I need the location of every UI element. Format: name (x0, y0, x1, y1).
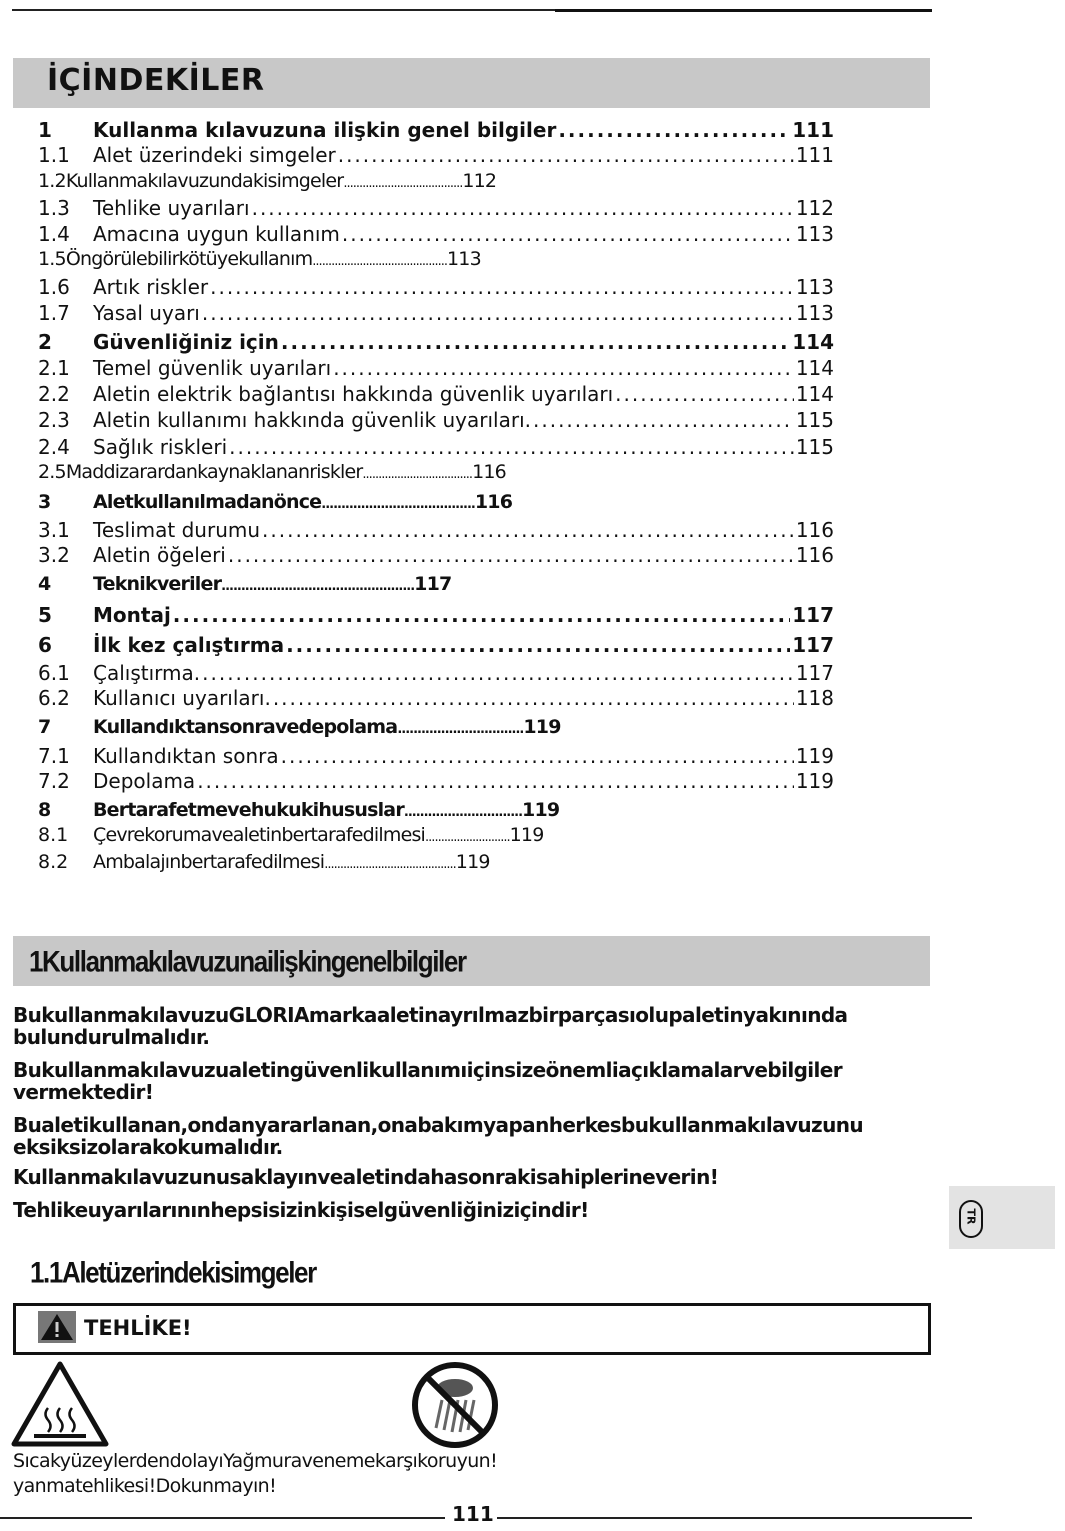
toc-title: İÇİNDEKİLER (47, 63, 265, 98)
toc-entry[interactable] (38, 222, 834, 246)
toc-entry-leader (262, 518, 794, 542)
toc-entry-page: 115 (795, 408, 834, 432)
toc-entry-label: Çalıştırma. (93, 661, 201, 685)
toc-entry-page: 118 (795, 686, 834, 710)
toc-entry-label: Aletin kullanımı hakkında güvenlik uyarıları. (93, 408, 531, 432)
toc-entry[interactable] (38, 301, 834, 325)
paragraph: Kullanmakılavuzunusaklayınvealetindahasonrakisahiplerineverin! (13, 1165, 719, 1189)
toc-entry-number: 2.3 (38, 408, 70, 432)
toc-entry-page: 113 (795, 301, 834, 325)
toc-entry-leader: ........................................... (312, 254, 447, 269)
toc-entry-label: Kullandıktansonravedepolama (93, 716, 398, 738)
toc-entry-number: 1.1 (38, 143, 70, 167)
toc-entry-leader (333, 356, 794, 380)
toc-entry-number: 1.4 (38, 222, 70, 246)
toc-entry-label: Kullandıktan sonra (93, 744, 279, 768)
toc-entry-page: 117 (792, 603, 834, 627)
toc-entry-label: 2.5Maddizarardankaynaklananriskler (38, 461, 363, 483)
toc-entry-number: 2.4 (38, 435, 70, 459)
toc-entry-label: Teknikveriler (93, 573, 222, 595)
toc-entry-label: Bertarafetmevehukukihususlar (93, 799, 404, 821)
toc-entry-leader (533, 408, 794, 432)
toc-entry-leader (202, 661, 794, 685)
toc-entry-label: Amacına uygun kullanım (93, 222, 340, 246)
toc-entry-page: 119 (522, 799, 560, 821)
toc-entry-page: 117 (795, 661, 834, 685)
toc-entry-number: 8 (38, 799, 52, 821)
toc-entry-leader (615, 382, 794, 406)
toc-entry-page: 117 (414, 573, 452, 595)
toc-entry-page: 114 (795, 356, 834, 380)
toc-entry-leader (281, 744, 794, 768)
toc-entry-label: Artık riskler (93, 275, 209, 299)
paragraph: Bukullanmakılavuzualetingüvenlikullanımıiçinsizeönemliaçıklamalarvebilgiler vermektedir! (13, 1058, 843, 1104)
toc-entry-leader (558, 118, 790, 142)
toc-entry-page: 116 (472, 461, 506, 483)
toc-entry-page: 114 (795, 382, 834, 406)
toc-entry-number: 4 (38, 573, 52, 595)
section-1-title: 1Kullanmakılavuzunailişkingenelbilgiler (29, 944, 466, 979)
toc-entry[interactable] (38, 356, 834, 380)
toc-entry[interactable] (38, 143, 834, 167)
toc-entry-page: 111 (792, 118, 834, 142)
toc-entry-leader: ................................... (362, 467, 473, 482)
toc-entry-leader: ................................................. (221, 579, 415, 594)
toc-entry-leader: .............................. (403, 805, 523, 820)
toc-entry-label: Aletin elektrik bağlantısı hakkında güvenlik uyarıları (93, 382, 614, 406)
toc-entry-page: 116 (474, 491, 513, 513)
toc-entry-number: 6.2 (38, 686, 70, 710)
toc-header-bar (13, 58, 930, 108)
toc-entry-number: 7.1 (38, 744, 70, 768)
toc-entry[interactable] (38, 851, 490, 873)
toc-entry-number: 2.2 (38, 382, 70, 406)
toc-entry-page: 115 (795, 435, 834, 459)
toc-entry[interactable] (38, 661, 834, 685)
toc-entry-leader (273, 686, 794, 710)
toc-entry-page: 113 (447, 248, 481, 270)
section-1-header-bar (13, 936, 930, 986)
toc-entry-number: 3.2 (38, 543, 70, 567)
toc-entry-number: 1.6 (38, 275, 70, 299)
warning-triangle-icon (38, 1311, 76, 1343)
toc-entry[interactable] (38, 603, 834, 627)
toc-entry[interactable] (38, 461, 506, 483)
toc-entry-number: 3.1 (38, 518, 70, 542)
no-rain-icon (410, 1360, 500, 1450)
language-badge: TR (959, 1200, 983, 1238)
toc-entry-number: 8.1 (38, 824, 69, 846)
toc-entry-leader (202, 301, 794, 325)
toc-entry-label: Sağlık riskleri (93, 435, 228, 459)
toc-entry-label: 1.5Öngörülebilirkötüyekullanım (38, 248, 313, 270)
symbol-caption-line-1: SıcakyüzeylerdendolayıYağmuravenemekarşıkoruyun! (13, 1450, 498, 1472)
toc-entry-leader (229, 435, 794, 459)
toc-entry-page: 116 (795, 518, 834, 542)
toc-entry-number: 7.2 (38, 769, 70, 793)
toc-entry-leader: .......................................... (324, 857, 456, 872)
danger-label: TEHLİKE! (84, 1316, 192, 1340)
paragraph: Bualetikullanan,ondanyararlanan,onabakımyapanherkesbukullanmakılavuzunu eksiksizolarakokumalıdır. (13, 1113, 864, 1159)
toc-entry-leader: ........................... (425, 830, 510, 845)
toc-entry[interactable] (38, 248, 481, 270)
toc-entry[interactable] (38, 491, 512, 513)
toc-entry-leader: ....................................... (321, 497, 475, 512)
toc-entry-label: Güvenliğiniz için (93, 330, 279, 354)
toc-entry[interactable] (38, 118, 834, 142)
toc-entry[interactable] (38, 686, 834, 710)
toc-entry-leader: ................................ (397, 722, 524, 737)
toc-entry[interactable] (38, 633, 834, 657)
toc-entry-number: 2 (38, 330, 52, 354)
toc-entry[interactable] (38, 382, 834, 406)
toc-entry-label: Alet üzerindeki simgeler (93, 143, 336, 167)
toc-entry-page: 116 (795, 543, 834, 567)
toc-entry[interactable] (38, 330, 834, 354)
toc-entry-page: 119 (795, 769, 834, 793)
hot-surface-warning-icon (10, 1360, 110, 1448)
danger-box (13, 1303, 931, 1355)
toc-entry-leader (173, 603, 790, 627)
toc-entry-label: Temel güvenlik uyarıları (93, 356, 332, 380)
toc-entry-leader: ...................................... (343, 176, 463, 191)
toc-entry-label: Çevrekorumavealetinbertarafedilmesi (93, 824, 426, 846)
toc-entry-number: 1.7 (38, 301, 70, 325)
toc-entry-label: Montaj (93, 603, 171, 627)
toc-entry-label: İlk kez çalıştırma (93, 633, 285, 657)
toc-entry-page: 113 (795, 275, 834, 299)
toc-entry[interactable] (38, 744, 834, 768)
toc-entry-number: 3 (38, 491, 52, 513)
toc-entry-page: 113 (795, 222, 834, 246)
toc-entry-label: Aletin öğeleri (93, 543, 226, 567)
toc-entry-number: 8.2 (38, 851, 69, 873)
toc-entry-label: 1.2Kullanmakılavuzundakisimgeler (38, 170, 344, 192)
toc-entry-page: 117 (792, 633, 834, 657)
toc-entry[interactable] (38, 275, 834, 299)
toc-entry-page: 114 (792, 330, 834, 354)
top-rule-accent (555, 9, 932, 12)
symbol-caption-line-2: yanmatehlikesi!Dokunmayın! (13, 1475, 277, 1497)
toc-entry[interactable] (38, 573, 451, 595)
paragraph: BukullanmakılavuzuGLORIAmarkaaletinayrılmazbirparçasıolupaletinyakınında bulundurulmalıdır. (13, 1003, 848, 1049)
toc-entry-number: 7 (38, 716, 52, 738)
toc-entry-label: Teslimat durumu (93, 518, 261, 542)
section-1-1-title: 1.1Aletüzerindekisimgeler (30, 1255, 316, 1290)
toc-entry-number: 5 (38, 603, 52, 627)
toc-entry-leader (228, 543, 794, 567)
toc-entry[interactable] (38, 799, 559, 821)
toc-entry-number: 6 (38, 633, 52, 657)
toc-entry[interactable] (38, 518, 834, 542)
toc-entry-leader (342, 222, 794, 246)
toc-entry-leader (286, 633, 790, 657)
toc-entry[interactable] (38, 716, 561, 738)
toc-entry[interactable] (38, 543, 834, 567)
toc-entry-label: Ambalajınbertarafedilmesi (93, 851, 325, 873)
footer-rule-right (497, 1517, 972, 1519)
toc-entry-label: Kullanma kılavuzuna ilişkin genel bilgiler (93, 118, 557, 142)
toc-entry-page: 111 (795, 143, 834, 167)
toc-entry-page: 119 (455, 851, 490, 873)
language-tab (949, 1186, 1055, 1249)
toc-entry-number: 1.3 (38, 196, 70, 220)
toc-entry-page: 119 (795, 744, 834, 768)
toc-entry-label: Depolama (93, 769, 196, 793)
toc-entry-leader (338, 143, 794, 167)
toc-entry[interactable] (38, 170, 496, 192)
toc-entry-leader (252, 196, 794, 220)
toc-entry[interactable] (38, 408, 834, 432)
toc-entry[interactable] (38, 196, 834, 220)
paragraph: Tehlikeuyarılarınınhepsisizinkişiselgüvenliğiniziçindir! (13, 1198, 589, 1222)
toc-entry-page: 112 (795, 196, 834, 220)
toc-entry[interactable] (38, 769, 834, 793)
toc-entry-page: 112 (462, 170, 497, 192)
toc-entry[interactable] (38, 435, 834, 459)
toc-entry-leader (281, 330, 790, 354)
page-number: 111 (452, 1502, 494, 1526)
toc-entry-number: 2.1 (38, 356, 70, 380)
toc-entry-number: 1 (38, 118, 52, 142)
toc-entry-label: Kullanıcı uyarıları. (93, 686, 271, 710)
toc-entry-page: 119 (509, 824, 544, 846)
toc-entry-label: Tehlike uyarıları (93, 196, 250, 220)
footer-rule-left (0, 1517, 445, 1519)
toc-entry[interactable] (38, 824, 544, 846)
toc-entry-leader (197, 769, 794, 793)
toc-entry-label: Yasal uyarı (93, 301, 200, 325)
toc-entry-number: 6.1 (38, 661, 70, 685)
toc-entry-leader (210, 275, 794, 299)
toc-entry-page: 119 (523, 716, 561, 738)
toc-entry-label: Aletkullanılmadanönce (93, 491, 322, 513)
